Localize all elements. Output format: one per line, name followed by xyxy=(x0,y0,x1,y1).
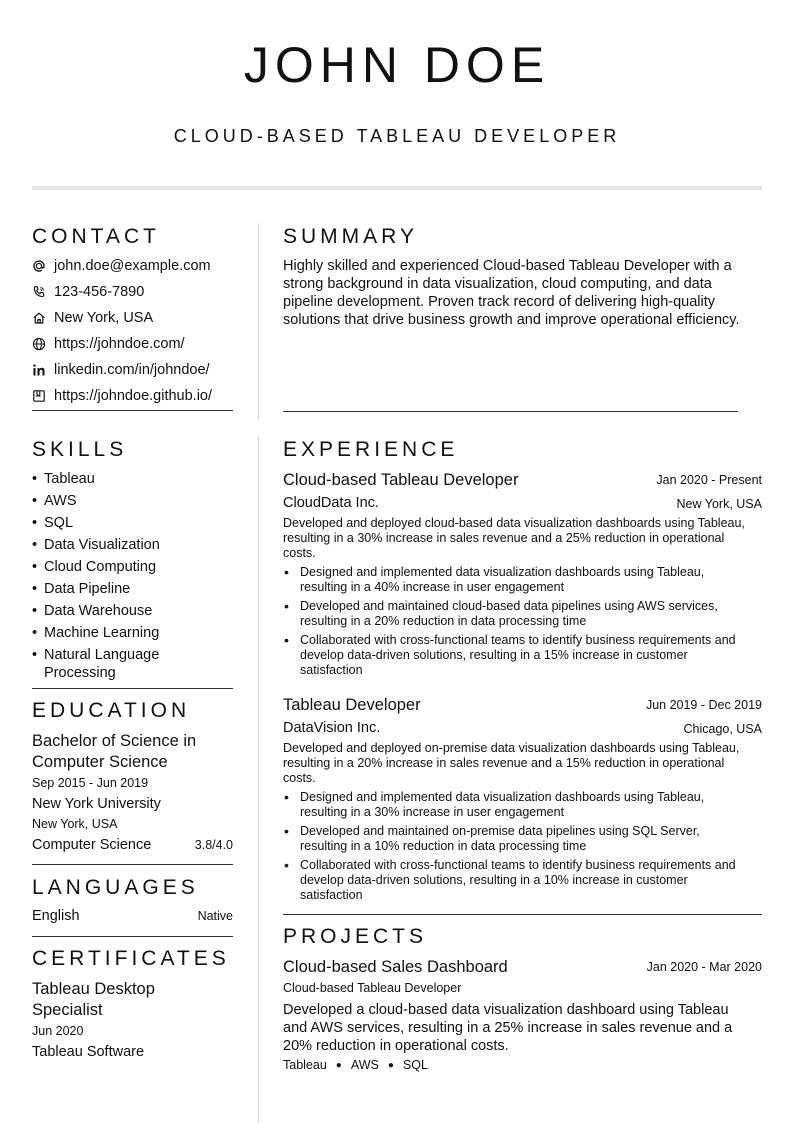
job-title: CLOUD-BASED TABLEAU DEVELOPER xyxy=(173,126,621,146)
candidate-name: JOHN DOE xyxy=(243,37,551,93)
summary-line: solutions that drive business growth and improve operational efficiency. xyxy=(283,312,740,328)
project-description-line: 20% reduction in operational costs. xyxy=(283,1038,509,1054)
skill-item: • Machine Learning xyxy=(32,624,244,642)
education-field: Computer Science xyxy=(32,837,152,853)
summary-line: Highly skilled and experienced Cloud-based Tableau Developer with a xyxy=(283,258,732,274)
certificate-date: Jun 2020 xyxy=(32,1024,84,1038)
contact-website[interactable] xyxy=(32,334,185,354)
education-degree-line1: Bachelor of Science in xyxy=(32,732,197,750)
education-dates: Sep 2015 - Jun 2019 xyxy=(32,776,149,790)
education-degree-line2: Computer Science xyxy=(32,753,168,771)
job-description-line: resulting in a 20% increase in sales revenue and a 15% reduction in operational xyxy=(283,756,725,770)
contact-linkedin[interactable] xyxy=(32,360,210,380)
job-description-line: Developed and deployed cloud-based data visualization dashboards using Tableau, xyxy=(283,516,745,530)
contact-divider xyxy=(32,410,233,411)
github-icon xyxy=(32,389,46,403)
linkedin-icon xyxy=(32,363,46,377)
column-divider-top xyxy=(258,223,259,420)
project-description-line: and AWS services, resulting in a 25% increase in sales revenue and a xyxy=(283,1020,733,1036)
job-dates: Jun 2019 - Dec 2019 xyxy=(645,698,762,712)
phone-icon xyxy=(32,285,46,299)
certificates-heading: CERTIFICATES xyxy=(32,947,230,970)
languages-heading: LANGUAGES xyxy=(32,876,199,899)
project-description-line: Developed a cloud-based data visualization dashboard using Tableau xyxy=(283,1002,729,1018)
language-name: English xyxy=(32,908,80,924)
job-bullet: • Designed and implemented data visualization dashboards using Tableau, resulting in a 30% increase in user engagement xyxy=(283,790,704,820)
contact-phone-text: 123-456-7890 xyxy=(54,284,145,300)
skill-item: • SQL xyxy=(32,514,244,532)
contact-heading: CONTACT xyxy=(32,225,160,248)
project-tags xyxy=(283,1058,428,1072)
job-role: Tableau Developer xyxy=(283,696,421,714)
tag-separator-icon: ● xyxy=(387,1059,394,1071)
certificate-issuer: Tableau Software xyxy=(32,1044,145,1060)
skill-item: • Cloud Computing xyxy=(32,558,244,576)
job-company: CloudData Inc. xyxy=(283,495,379,511)
tag-separator-icon: ● xyxy=(335,1059,342,1071)
job-bullet: • Collaborated with cross-functional teams to identify business requirements and develop data-driven solutions, resulting in a 10% increase in customer satisfaction xyxy=(283,858,736,903)
column-divider-bottom xyxy=(258,436,259,1123)
experience-heading: EXPERIENCE xyxy=(283,438,459,461)
job-location: Chicago, USA xyxy=(683,722,762,736)
project-tag: Tableau xyxy=(283,1058,327,1072)
job-description-line: costs. xyxy=(283,546,316,560)
job-description-line: Developed and deployed on-premise data visualization dashboards using Tableau, xyxy=(283,741,740,755)
skill-item: • Natural Language Processing xyxy=(32,646,224,682)
job-bullet: • Collaborated with cross-functional teams to identify business requirements and develop data-driven solutions, resulting in a 15% increase in customer satisfaction xyxy=(283,633,736,678)
skills-divider xyxy=(32,688,233,689)
job-role: Cloud-based Tableau Developer xyxy=(283,471,519,489)
project-dates: Jan 2020 - Mar 2020 xyxy=(646,960,762,974)
contact-location xyxy=(32,308,153,328)
education-heading: EDUCATION xyxy=(32,699,191,722)
contact-github-text: https://johndoe.github.io/ xyxy=(54,388,213,404)
education-location: New York, USA xyxy=(32,817,118,831)
project-name: Cloud-based Sales Dashboard xyxy=(283,958,508,976)
education-gpa: 3.8/4.0 xyxy=(194,838,233,852)
summary-divider xyxy=(283,411,738,412)
skill-item: • Tableau xyxy=(32,470,244,488)
skills-heading: SKILLS xyxy=(32,438,128,461)
project-tag: AWS xyxy=(350,1058,379,1072)
job-company: DataVision Inc. xyxy=(283,720,381,736)
contact-linkedin-text: linkedin.com/in/johndoe/ xyxy=(54,362,210,378)
contact-phone[interactable] xyxy=(32,282,144,302)
contact-location-text: New York, USA xyxy=(54,310,154,326)
skill-item: • AWS xyxy=(32,492,244,510)
certificate-title-line1: Tableau Desktop xyxy=(32,980,155,998)
language-level: Native xyxy=(197,909,233,923)
skill-item: • Data Pipeline xyxy=(32,580,244,598)
contact-email-text: john.doe@example.com xyxy=(54,258,211,274)
education-school: New York University xyxy=(32,796,161,812)
project-role: Cloud-based Tableau Developer xyxy=(283,981,462,995)
contact-github[interactable] xyxy=(32,386,212,406)
education-divider xyxy=(32,864,233,865)
languages-divider xyxy=(32,936,233,937)
certificate-title-line2: Specialist xyxy=(32,1001,103,1019)
summary-line: strong background in data visualization, cloud computing, and data xyxy=(283,276,712,292)
skill-item: • Data Warehouse xyxy=(32,602,244,620)
experience-divider xyxy=(283,914,762,915)
projects-heading: PROJECTS xyxy=(283,925,428,948)
job-bullet: • Designed and implemented data visualization dashboards using Tableau, resulting in a 40% increase in user engagement xyxy=(283,565,704,595)
job-bullet: • Developed and maintained on-premise data pipelines using SQL Server, resulting in a 10% reduction in data processing time xyxy=(283,824,700,854)
job-location: New York, USA xyxy=(676,497,762,511)
job-bullet: • Developed and maintained cloud-based data pipelines using AWS services, resulting in a 20% reduction in data processing time xyxy=(283,599,718,629)
header-divider xyxy=(32,186,762,190)
summary-line: pipeline development. Proven track record of delivering high-quality xyxy=(283,294,716,310)
contact-website-text: https://johndoe.com/ xyxy=(54,336,185,352)
job-dates: Jan 2020 - Present xyxy=(656,473,762,487)
job-description-line: costs. xyxy=(283,771,316,785)
skill-item: • Data Visualization xyxy=(32,536,244,554)
summary-heading: SUMMARY xyxy=(283,225,418,248)
project-tag: SQL xyxy=(402,1058,428,1072)
job-description-line: resulting in a 30% increase in sales revenue and a 25% reduction in operational xyxy=(283,531,725,545)
globe-icon xyxy=(32,337,46,351)
contact-email[interactable] xyxy=(32,256,211,276)
home-icon xyxy=(32,311,46,325)
at-icon xyxy=(32,259,46,273)
